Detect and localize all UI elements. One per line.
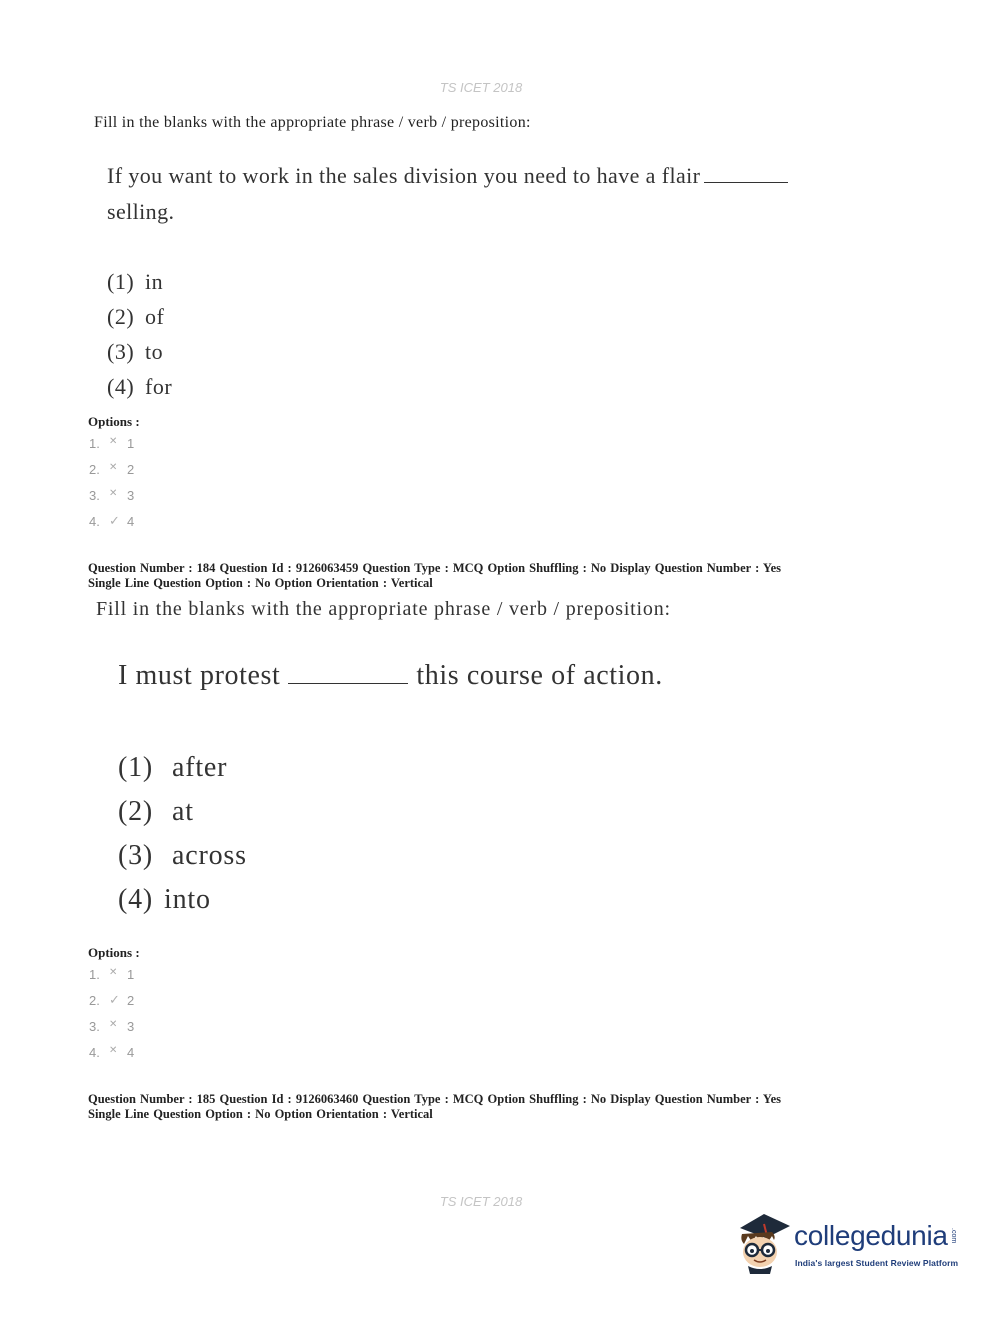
choice-number: (4) [107,374,135,399]
question-2-text-before: I must protest [118,660,281,691]
question-1-blank [704,181,788,183]
question-2-meta [88,561,781,591]
option-value: 1 [127,436,135,451]
header-watermark: TS ICET 2018 [439,80,523,95]
option-value: 3 [127,1019,135,1034]
cross-icon: ✕ [109,1045,118,1056]
cross-icon: ✕ [109,1019,118,1030]
option-row [89,1014,134,1040]
choice-text: after [172,752,228,783]
question-1-options-label: Options : [88,414,140,429]
option-row [89,457,134,483]
option-number: 4. [89,1045,100,1060]
question-1-choice [107,334,172,369]
choice-text: into [164,884,211,915]
question-2-blank [288,682,408,684]
option-value: 1 [127,967,135,982]
option-row [89,509,134,535]
option-number: 4. [89,514,100,529]
choice-text: in [145,269,164,294]
footer-watermark: TS ICET 2018 [439,1194,523,1209]
cross-icon: ✕ [109,436,118,447]
question-3-meta-line-1: Question Number : 185 Question Id : 9126063460 Question Type : MCQ Option Shuffling : No Display Question Number : Yes [88,1092,781,1106]
question-1-choice [107,369,172,404]
option-row [89,483,134,509]
question-1-choice [107,264,172,299]
logo-suffix: .com [950,1228,957,1244]
option-value: 2 [127,462,135,477]
question-1-instruction: Fill in the blanks with the appropriate phrase / verb / preposition: [94,114,531,131]
cross-icon: ✕ [109,462,118,473]
question-1-text-after: selling. [107,199,175,224]
option-row [89,962,134,988]
question-1-choices [107,264,172,404]
question-2-meta-line-2: Single Line Question Option : No Option Orientation : Vertical [88,576,433,590]
choice-number: (3) [107,339,135,364]
option-number: 3. [89,488,100,503]
question-3-meta [88,1092,781,1122]
choice-text: across [172,840,247,871]
option-number: 2. [89,993,100,1008]
question-2-options-list [89,962,134,1066]
cross-icon: ✕ [109,967,118,978]
choice-number: (3) [118,840,154,871]
question-3-meta-line-2: Single Line Question Option : No Option Orientation : Vertical [88,1107,433,1121]
choice-text: of [145,304,165,329]
choice-number: (1) [118,752,154,783]
option-value: 3 [127,488,135,503]
option-number: 3. [89,1019,100,1034]
question-2-choice [118,834,247,878]
choice-text: to [145,339,164,364]
question-1-options-list [89,431,134,535]
option-number: 1. [89,436,100,451]
option-number: 2. [89,462,100,477]
option-value: 2 [127,993,135,1008]
cross-icon: ✕ [109,488,118,499]
option-value: 4 [127,1045,135,1060]
option-row [89,988,134,1014]
question-2-text-after: this course of action. [416,660,663,691]
question-1-text [107,158,867,230]
choice-number: (4) [118,884,154,915]
logo-brand: collegedunia [794,1220,948,1251]
question-1-text-before: If you want to work in the sales division you need to have a flair [107,163,701,188]
question-2-instruction: Fill in the blanks with the appropriate phrase / verb / preposition: [96,598,671,620]
question-2-options-label: Options : [88,945,140,960]
choice-number: (2) [107,304,135,329]
question-2-meta-line-1: Question Number : 184 Question Id : 9126063459 Question Type : MCQ Option Shuffling : No Display Question Number : Yes [88,561,781,575]
choice-text: at [172,796,194,827]
option-row [89,431,134,457]
question-1-choice [107,299,172,334]
collegedunia-logo [734,1210,964,1280]
question-2-choices [118,746,247,922]
question-2-choice [118,878,247,922]
graduate-mascot-icon [734,1210,792,1280]
option-value: 4 [127,514,135,529]
choice-number: (1) [107,269,135,294]
check-icon: ✓ [109,992,120,1007]
question-2-choice [118,746,247,790]
logo-tagline: India's largest Student Review Platform [795,1258,959,1268]
choice-text: for [145,374,173,399]
option-number: 1. [89,967,100,982]
check-icon: ✓ [109,513,120,528]
question-2-text [118,660,663,692]
choice-number: (2) [118,796,154,827]
question-2-choice [118,790,247,834]
option-row [89,1040,134,1066]
